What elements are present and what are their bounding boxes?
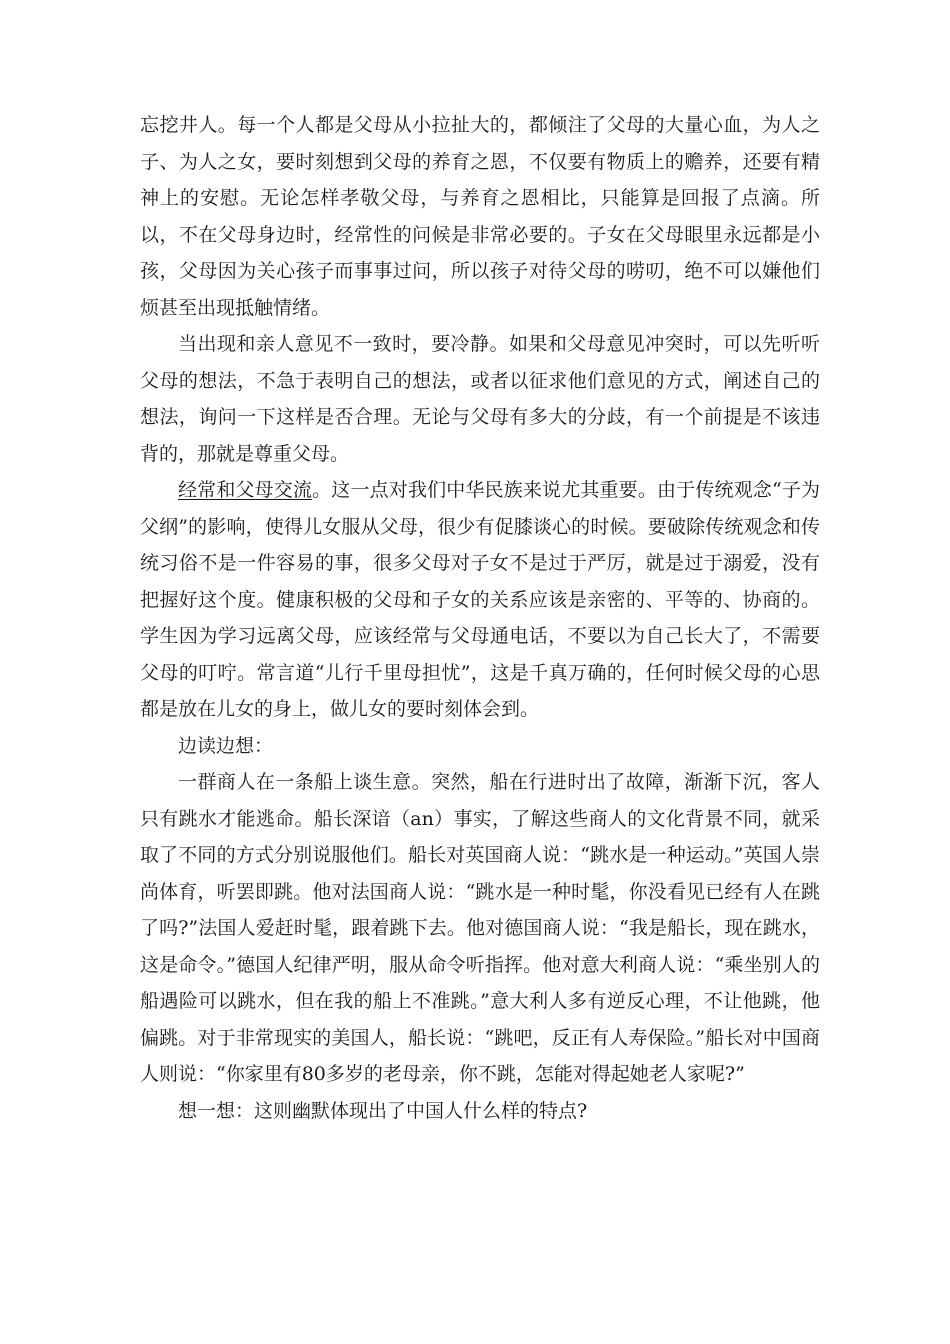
story-section	[140, 764, 820, 1093]
paragraph-disagreement: 当出现和亲人意见不一致时，要冷静。如果和父母意见冲突时，可以先听听父母的想法，不急于表明自己的想法，或者以征求他们意见的方式，阐述自己的想法，询问一下这样是否合理。无论与父母有多大的分歧，有一个前提是不该违背的，那就是尊重父母。	[140, 333, 820, 465]
paragraph-filial-gratitude: 忘挖井人。每一个人都是父母从小拉扯大的，都倾注了父母的大量心血，为人之子、为人之女，要时刻想到父母的养育之恩，不仅要有物质上的赡养，还要有精神上的安慰。无论怎样孝敬父母，与养育之恩相比，只能算是回报了点滴。所以，不在父母身边时，经常性的问候是非常必要的。子女在父母眼里永远都是小孩，父母因为关心孩子而事事过问，所以孩子对待父母的唠叨，绝不可以嫌他们烦甚至出现抵触情绪。	[140, 114, 820, 319]
paragraph-communication	[140, 472, 820, 728]
paragraph-story: 一群商人在一条船上谈生意。突然，船在行进时出了故障，渐渐下沉，客人只有跳水才能逃命。船长深谙（an）事实，了解这些商人的文化背景不同，就采取了不同的方式分别说服他们。船长对英国商人说：“跳水是一种运动。”英国人崇尚体育，听罢即跳。他对法国商人说：“跳水是一种时髦，你没看见已经有人在跳了吗?”法国人爱赶时髦，跟着跳下去。他对德国商人说：“我是船长，现在跳水，这是命令。”德国人纪律严明，服从命令听指挥。他对意大利商人说：“乘坐别人的船遇险可以跳水，但在我的船上不准跳。”意大利人多有逆反心理，不让他跳，他偏跳。对于非常现实的美国人，船长说：“跳吧，反正有人寿保险。”船长对中国商人则说：“你家里有80多岁的老母亲，你不跳，怎能对得起她老人家呢?”	[140, 771, 820, 1085]
question-prompt: 想一想：这则幽默体现出了中国人什么样的特点?	[178, 1099, 588, 1122]
section-label-read-think: 边读边想：	[178, 734, 274, 757]
document-body	[140, 107, 820, 1129]
paragraph-body: 。这一点对我们中华民族来说尤其重要。由于传统观念“子为父纲”的影响，使得儿女服从父母，很少有促膝谈心的时候。要破除传统观念和传统习俗不是一件容易的事，很多父母对子女不是过于严厉，就是过于溺爱，没有把握好这个度。健康积极的父母和子女的关系应该是亲密的、平等的、协商的。学生因为学习远离父母，应该经常与父母通电话，不要以为自己长大了，不需要父母的叮咛。常言道“儿行千里母担忧”，这是千真万确的，任何时候父母的心思都是放在儿女的身上，做儿女的要时刻体会到。	[140, 479, 820, 720]
paragraph-heading: 经常和父母交流	[178, 479, 313, 501]
